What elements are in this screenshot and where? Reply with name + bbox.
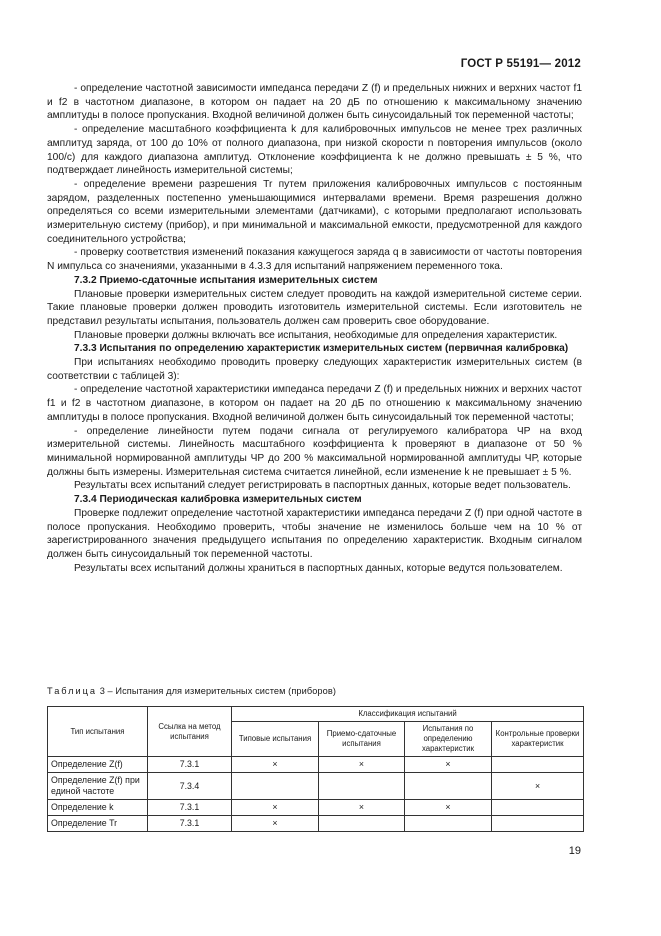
paragraph: Результаты всех испытаний должны храниться в паспортных данных, которые ведутся пользователем. [74, 562, 563, 574]
paragraph: Результаты всех испытаний следует регистрировать в паспортных данных, которые ведет пользователь. [74, 480, 571, 492]
paragraph: Плановые проверки измерительных систем следует проводить на каждой измерительной системе серии. Такие плановые проверки должен проводить изготовитель измерительной системы. Если изготовитель не представил результаты испытания, пользователь должен сам проверить свое оборудование. [47, 288, 582, 327]
table-row [48, 757, 584, 773]
paragraph: - определение частотной зависимости импеданса передачи Z (f) и предельных нижних и верхних частот f1 и f2 в частотном диапазоне, в котором он падает на 20 дБ по отношению к максимальному значению амплитуды в полосе пропускания. Входной величиной должен быть синусоидальный ток переменной частоты; [47, 83, 582, 122]
paragraph: Плановые проверки должны включать все испытания, необходимые для определения характеристик. [74, 329, 558, 341]
row-mark [492, 816, 584, 832]
row-ref: 7.3.1 [148, 816, 232, 832]
header-characteristic-tests: Испытания по определению характеристик [405, 722, 492, 757]
table-row [48, 773, 584, 800]
row-mark [492, 757, 584, 773]
table-caption-text: 3 – Испытания для измерительных систем (приборов) [99, 686, 336, 696]
row-mark: × [405, 757, 492, 773]
section-heading-7-3-4: 7.3.4 Периодическая калибровка измерительных систем [74, 494, 362, 506]
header-control-checks: Контрольные проверки характеристик [492, 722, 584, 757]
row-mark [492, 800, 584, 816]
row-ref: 7.3.1 [148, 800, 232, 816]
paragraph: - определение линейности путем подачи сигнала от регулируемого калибратора ЧР на вход измерительной системы. Линейность масштабного коэффициента k проверяют в диапазоне от 50 % минимальной нормированной амплитуды ЧР до 200 % максимальной нормированной амплитуды ЧР, которые должны быть измерены. Измерительная система считается линейной, если изменение k не превышает ± 5 %. [47, 425, 582, 478]
row-mark: × [232, 816, 319, 832]
header-classification: Классификация испытаний [232, 707, 584, 722]
paragraph: При испытаниях необходимо проводить проверку следующих характеристик измерительных систем (в соответствии с таблицей 3): [47, 357, 582, 382]
section-heading-7-3-2: 7.3.2 Приемо-сдаточные испытания измерительных систем [74, 274, 378, 286]
row-mark: × [492, 773, 584, 800]
body-text [47, 82, 582, 575]
row-test-name: Определение Tr [48, 816, 148, 832]
table-row [48, 816, 584, 832]
tests-table [47, 706, 584, 832]
row-mark: × [319, 800, 405, 816]
paragraph: - определение масштабного коэффициента k для калибровочных импульсов не менее трех различных амплитуд заряда, от 100 до 10% от полного диапазона, при низкой скорости n повторения импульсов (около 100/с) для каждого диапазона амплитуд. Отклонение коэффициента k не должно превышать ± 5 %, что подтверждает линейность измерительной системы; [47, 124, 582, 177]
row-mark: × [405, 800, 492, 816]
row-mark [232, 773, 319, 800]
page-number: 19 [568, 845, 581, 857]
row-mark [405, 773, 492, 800]
section-heading-7-3-3: 7.3.3 Испытания по определению характеристик измерительных систем (первичная калибровка) [74, 343, 569, 355]
paragraph: Проверке подлежит определение частотной характеристики импеданса передачи Z (f) при одной частоте в полосе пропускания. Необходимо проверить, чтобы значение не изменилось больше чем на 10 % от зарегистрированного значения предыдущего испытания по определению характеристик. Входным сигналом должен быть синусоидальный ток переменной частоты. [47, 507, 582, 560]
row-mark: × [232, 757, 319, 773]
header-acceptance-tests: Приемо-сдаточные испытания [319, 722, 405, 757]
header-type-tests: Типовые испытания [232, 722, 319, 757]
row-mark [319, 773, 405, 800]
paragraph: - определение частотной характеристики импеданса передачи Z (f) и предельных нижних и верхних частот f1 и f2 в частотном диапазоне, в котором он падает на 20 дБ по отношению к максимальному значению амплитуды в полосе пропускания. Входной величиной должен быть синусоидальный ток переменной частоты; [47, 384, 582, 423]
table-caption-label: Таблица [47, 686, 98, 696]
table-row [48, 800, 584, 816]
row-test-name: Определение Z(f) [48, 757, 148, 773]
paragraph: - определение времени разрешения Tr путем приложения калибровочных импульсов с постоянным зарядом, разделенных постепенно уменьшающимися интервалами времени. Время разрешения должно определяться со всеми измерительными элементами (датчиками), с которыми предполагают использовать измерительную систему (прибор), и при минимальной и максимальной емкости, предусмотренной для каждого соединительного устройства; [47, 178, 582, 245]
row-mark [319, 816, 405, 832]
header-test-type: Тип испытания [48, 707, 148, 757]
row-mark [405, 816, 492, 832]
row-test-name: Определение Z(f) при единой частоте [48, 773, 148, 800]
row-mark: × [319, 757, 405, 773]
table-caption [47, 686, 336, 696]
row-ref: 7.3.1 [148, 757, 232, 773]
document-header: ГОСТ Р 55191— 2012 [460, 58, 581, 70]
row-ref: 7.3.4 [148, 773, 232, 800]
header-method-ref: Ссылка на метод испытания [148, 707, 232, 757]
paragraph: - проверку соответствия изменений показания кажущегося заряда q в зависимости от частоты повторения N импульса со значениями, указанными в 4.3.3 для испытаний напряжением переменного тока. [47, 247, 582, 273]
row-test-name: Определение k [48, 800, 148, 816]
row-mark: × [232, 800, 319, 816]
